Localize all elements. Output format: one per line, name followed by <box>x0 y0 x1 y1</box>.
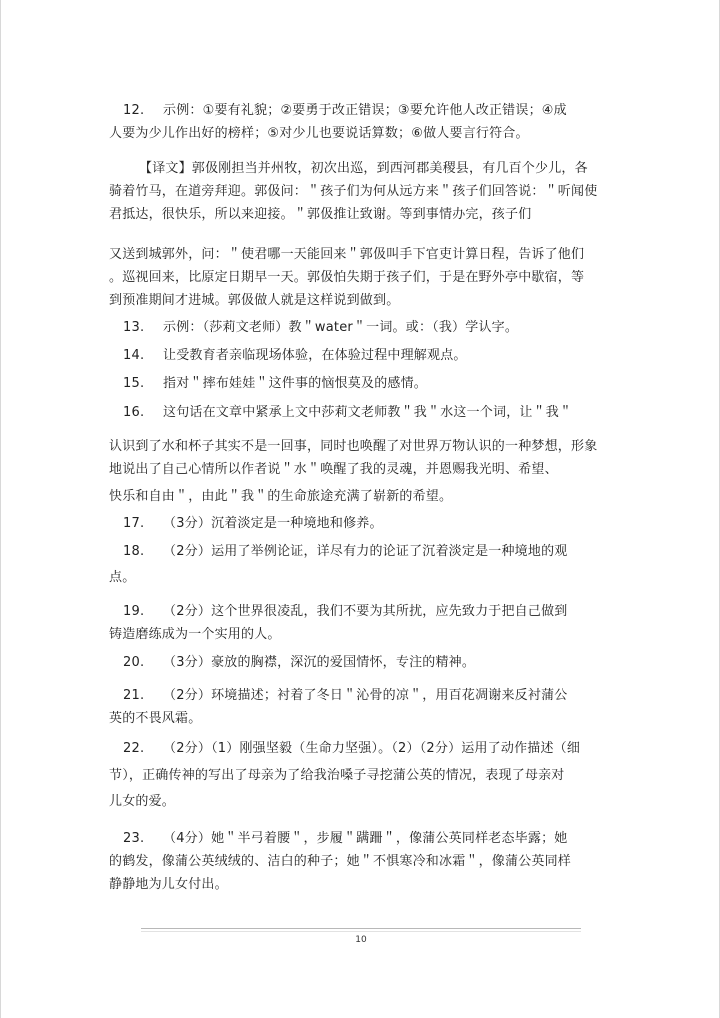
answer-13 <box>109 319 518 337</box>
answer-text: （2分）（1）刚强坚毅（生命力坚强）。（2）（2分）运用了动作描述（细 <box>163 741 581 756</box>
answer-text: 指对＂摔布娃娃＂这件事的恼恨莫及的感情。 <box>163 376 428 391</box>
translation-line-5: 。巡视回来，比原定日期早一天。郭伋怕失期于孩子们，于是在野外亭中歇宿，等 <box>109 270 585 285</box>
answer-text: （2分）运用了举例论证，详尽有力的论证了沉着淡定是一种境地的观 <box>163 544 568 559</box>
footer-divider-shadow <box>141 931 581 932</box>
answer-number: 15. <box>123 376 145 391</box>
translation-line-6: 到预准期间才进城。郭伋做人就是这样说到做到。 <box>109 293 400 308</box>
answer-text: （2分）环境描述；衬着了冬日＂沁骨的凉＂，用百花凋谢来反衬蒲公 <box>163 688 568 703</box>
answer-text: 示例：①要有礼貌；②要勇于改正错误；③要允许他人改正错误；④成 <box>163 103 567 118</box>
answer-text: （3分）沉着淡定是一种境地和修养。 <box>163 516 383 531</box>
answer-22-line-1 <box>109 740 580 758</box>
answer-15 <box>109 375 427 393</box>
answer-16-line-3: 地说出了自己心情所以作者说＂水＂唤醒了我的灵魂，并恩赐我光明、希望、 <box>109 462 558 477</box>
translation-line-2: 骑着竹马，在道旁拜迎。郭伋问：＂孩子们为何从远方来＂孩子们回答说：＂听闻使 <box>109 184 598 199</box>
answer-16-line-4: 快乐和自由＂，由此＂我＂的生命旅途充满了崭新的希望。 <box>109 489 453 504</box>
answer-number: 20. <box>123 655 145 670</box>
answer-19-line-1 <box>109 603 567 621</box>
answer-17 <box>109 515 383 533</box>
answer-14 <box>109 347 467 365</box>
answer-12-line-2: 人要为少儿作出好的榜样；⑤对少儿也要说话算数；⑥做人要言行符合。 <box>109 126 529 141</box>
answer-text: 这句话在文章中紧承上文中莎莉文老师教＂我＂水这一个词，让＂我＂ <box>163 405 573 420</box>
answer-16-line-2: 认识到了水和杯子其实不是一回事，同时也唤醒了对世界万物认识的一种梦想，形象 <box>109 439 598 454</box>
translation-line-4: 又送到城郭外，问：＂使君哪一天能回来＂郭伋叫手下官吏计算日程，告诉了他们 <box>109 247 585 262</box>
answer-number: 12. <box>123 103 145 118</box>
answer-22-line-2: 节），正确传神的写出了母亲为了给我治嗓子寻挖蒲公英的情况，表现了母亲对 <box>109 768 565 783</box>
answer-16-line-1 <box>109 404 572 422</box>
answer-number: 18. <box>123 544 145 559</box>
answer-text: 示例：（莎莉文老师）教＂water＂一词。或：（我）学认字。 <box>163 320 519 335</box>
answer-number: 22. <box>123 741 145 756</box>
answer-text: （2分）这个世界很凌乱，我们不要为其所扰，应先致力于把自己做到 <box>163 604 568 619</box>
answer-21-line-2: 英的不畏风霜。 <box>109 711 202 726</box>
answer-23-line-2: 的鹤发，像蒲公英绒绒的、洁白的种子；她＂不惧寒冷和冰霜＂，像蒲公英同样 <box>109 854 572 869</box>
answer-number: 21. <box>123 688 145 703</box>
answer-number: 13. <box>123 320 145 335</box>
answer-text: 让受教育者亲临现场体验，在体验过程中理解观点。 <box>163 348 467 363</box>
answer-number: 16. <box>123 405 145 420</box>
answer-23-line-3: 静静地为儿女付出。 <box>109 877 228 892</box>
answer-22-line-3: 儿女的爱。 <box>109 794 176 809</box>
answer-12-line-1 <box>109 102 567 120</box>
page-number: 10 <box>355 935 367 945</box>
answer-number: 23. <box>123 831 145 846</box>
answer-number: 19. <box>123 604 145 619</box>
answer-20 <box>109 654 475 672</box>
answer-19-line-2: 铸造磨练成为一个实用的人。 <box>109 627 281 642</box>
answer-18-line-2: 点。 <box>109 570 136 585</box>
translation-line-3: 君抵达，很快乐，所以来迎接。＂郭伋推让致谢。等到事情办完，孩子们 <box>109 207 532 222</box>
answer-18-line-1 <box>109 543 567 561</box>
footer-divider <box>141 928 581 929</box>
translation-line-1: 【译文】郭伋刚担当并州牧，初次出巡，到西河郡美稷县，有几百个少儿，各 <box>139 161 588 176</box>
answer-number: 14. <box>123 348 145 363</box>
answer-text: （3分）豪放的胸襟，深沉的爱国情怀，专注的精神。 <box>163 655 476 670</box>
answer-number: 17. <box>123 516 145 531</box>
answer-text: （4分）她＂半弓着腰＂，步履＂蹒跚＂，像蒲公英同样老态毕露；她 <box>163 831 568 846</box>
answer-23-line-1 <box>109 830 567 848</box>
answer-21-line-1 <box>109 687 567 705</box>
